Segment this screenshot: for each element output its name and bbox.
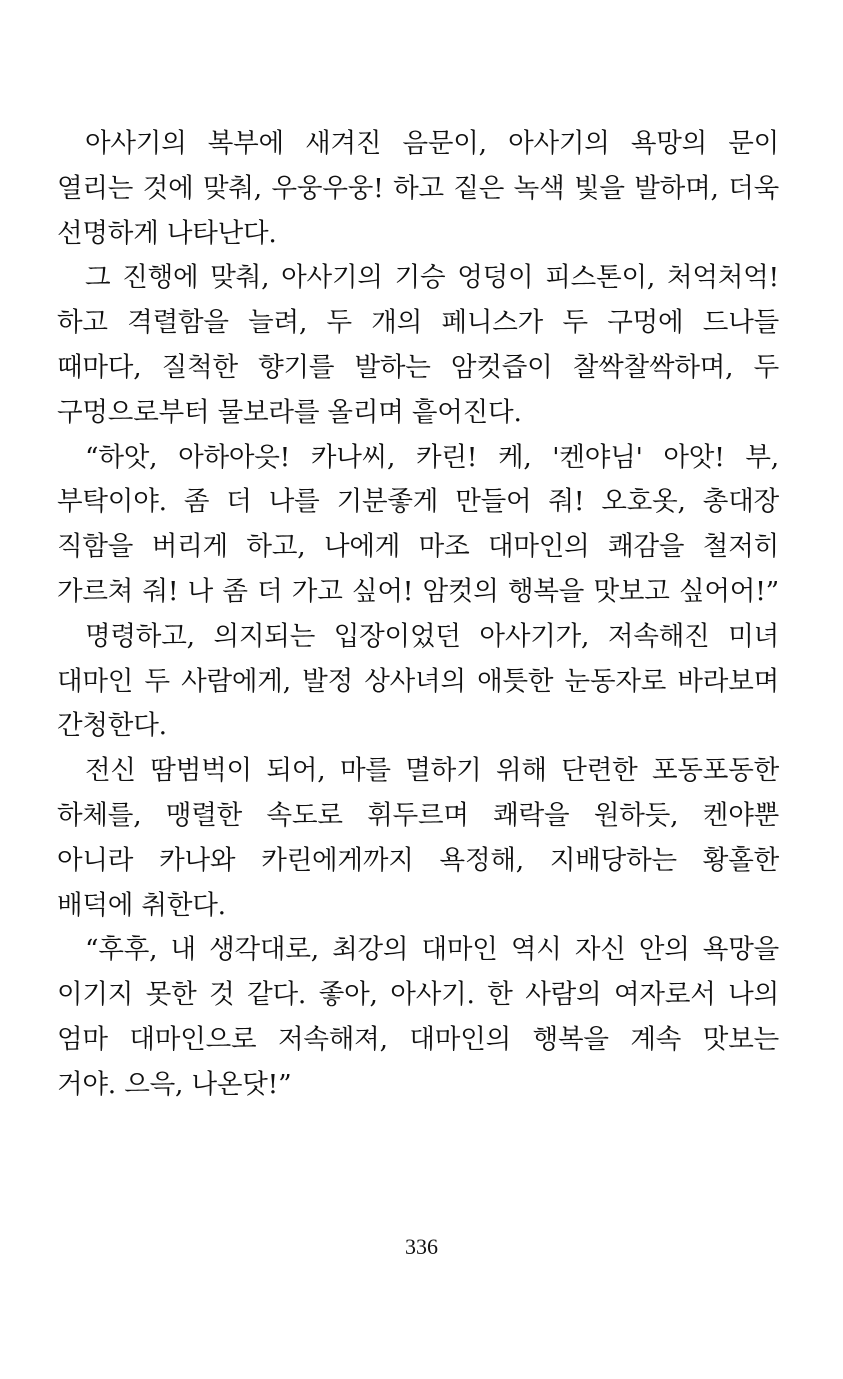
text-line: 아니라 카나와 카린에게까지 욕정해, 지배당하는 황홀한 bbox=[57, 844, 779, 876]
dialogue-line: “하앗, 아하아읏! 카나씨, 카린! 케, '켄야님' 아앗! 부, bbox=[85, 441, 779, 473]
dialogue-line: 이기지 못한 것 같다. 좋아, 아사기. 한 사람의 여자로서 나의 bbox=[57, 979, 779, 1011]
text-line: 그 진행에 맞춰, 아사기의 기승 엉덩이 피스톤이, 처억처억! bbox=[85, 262, 779, 294]
text-line: 배덕에 취한다. bbox=[57, 889, 226, 921]
text-line: 때마다, 질척한 향기를 발하는 암컷즙이 찰싹찰싹하며, 두 bbox=[57, 351, 779, 383]
text-line: 열리는 것에 맞춰, 우웅우웅! 하고 짙은 녹색 빛을 발하며, 더욱 bbox=[57, 172, 779, 204]
text-line: 대마인 두 사람에게, 발정 상사녀의 애틋한 눈동자로 바라보며 bbox=[57, 665, 779, 697]
text-line: 하고 격렬함을 늘려, 두 개의 페니스가 두 구멍에 드나들 bbox=[57, 307, 779, 339]
text-line: 간청한다. bbox=[57, 710, 167, 742]
text-line: 구멍으로부터 물보라를 올리며 흩어진다. bbox=[57, 396, 522, 428]
text-line: 전신 땀범벅이 되어, 마를 멸하기 위해 단련한 포동포동한 bbox=[85, 755, 779, 787]
body-text bbox=[57, 122, 779, 1108]
text-line: 선명하게 나타난다. bbox=[57, 217, 277, 249]
dialogue-line: 거야. 으윽, 나온닷!” bbox=[57, 1068, 292, 1100]
page-number: 336 bbox=[405, 1234, 438, 1259]
dialogue-line: “후후, 내 생각대로, 최강의 대마인 역시 자신 안의 욕망을 bbox=[85, 934, 779, 966]
text-line: 하체를, 맹렬한 속도로 휘두르며 쾌락을 원하듯, 켄야뿐 bbox=[57, 799, 779, 831]
dialogue-line: 직함을 버리게 하고, 나에게 마조 대마인의 쾌감을 철저히 bbox=[57, 531, 779, 563]
dialogue-line: 부탁이야. 좀 더 나를 기분좋게 만들어 줘! 오호옷, 총대장 bbox=[57, 486, 779, 518]
text-line: 아사기의 복부에 새겨진 음문이, 아사기의 욕망의 문이 bbox=[85, 128, 779, 159]
dialogue-line: 가르쳐 줘! 나 좀 더 가고 싶어! 암컷의 행복을 맛보고 싶어어!” bbox=[57, 575, 779, 607]
text-line: 명령하고, 의지되는 입장이었던 아사기가, 저속해진 미녀 bbox=[85, 620, 779, 652]
dialogue-line: 엄마 대마인으로 저속해져, 대마인의 행복을 계속 맛보는 bbox=[57, 1023, 779, 1055]
